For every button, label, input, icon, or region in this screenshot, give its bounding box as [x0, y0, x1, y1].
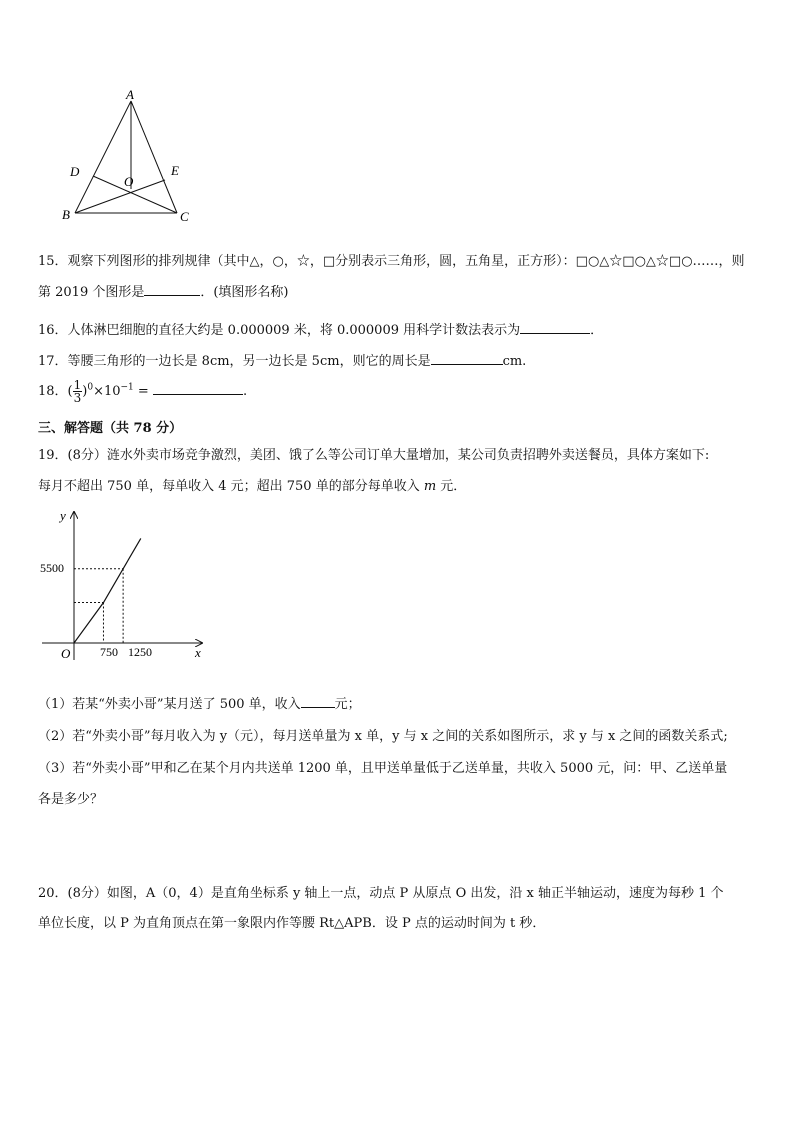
q19-sub1-answer-blank[interactable]	[301, 695, 335, 708]
label-c: C	[180, 209, 189, 224]
q19-text2-pre: 每月不超出 750 单，每单收入 4 元；超出 750 单的部分每单收入	[38, 479, 424, 494]
label-b: B	[62, 207, 70, 222]
q15-text2-post: ．(填图形名称)	[200, 285, 289, 300]
q20-text1: 20．(8分）如图，A（0，4）是直角坐标系 y 轴上一点，动点 P 从原点 O 出发，沿 x 轴正半轴运动，速度为每秒 1 个	[38, 886, 724, 901]
q17-text-post: cm.	[502, 354, 527, 369]
q19-sub1-pre: （1）若某“外卖小哥”某月送了 500 单，收入	[38, 697, 301, 712]
q17-answer-blank[interactable]	[431, 352, 503, 365]
q19-var-m: m	[423, 479, 437, 494]
q18-fraction	[73, 379, 83, 404]
q19-sub2-text: （2）若“外卖小哥”每月收入为 y（元），每月送单量为 x 单，y 与 x 之间的关系如图所示，求 y 与 x 之间的函数关系式;	[38, 729, 728, 744]
q20-line1	[38, 882, 724, 901]
q18-times-ten: ×10	[93, 384, 121, 399]
origin-label: O	[61, 646, 71, 661]
q16-text-pre: 16．人体淋巴细胞的直径大约是 0.000009 米，将 0.000009 用科学计数法表示为	[38, 323, 521, 338]
x-tick-label-1250: 1250	[128, 645, 152, 659]
x-tick-label-750: 750	[100, 645, 118, 659]
q17-line	[38, 350, 526, 369]
q19-sub1	[38, 693, 361, 712]
y-tick-label-5500: 5500	[40, 561, 64, 575]
q18-post: .	[242, 384, 248, 399]
q15-line2	[38, 281, 289, 300]
q19-sub2	[38, 725, 728, 744]
q17-text-pre: 17．等腰三角形的一边长是 8cm，另一边长是 5cm，则它的周长是	[38, 354, 431, 369]
q18-exponent-neg-one: −1	[120, 382, 134, 393]
q18-answer-blank[interactable]	[153, 382, 243, 395]
q19-sub3-text2: 各是多少？	[38, 792, 104, 807]
q19-text1: 19．(8分）涟水外卖市场竞争激烈，美团、饿了么等公司订单大量增加，某公司负责招聘外卖送餐员，具体方案如下:	[38, 448, 710, 463]
q18-denominator: 3	[73, 391, 82, 405]
q19-sub1-post: 元；	[334, 697, 361, 712]
q16-text-post: ．	[590, 323, 604, 338]
q18-open-paren: (	[67, 384, 73, 399]
q18-exponent-zero: 0	[87, 382, 94, 393]
triangle-figure	[55, 85, 255, 225]
q19-text2-post: 元．	[436, 479, 467, 494]
label-o: O	[124, 174, 134, 189]
q15-text2-pre: 第 2019 个图形是	[38, 285, 145, 300]
q18-numerator: 1	[73, 378, 82, 392]
q19-line2	[38, 475, 466, 494]
q18-close-paren: )	[82, 384, 88, 399]
q16-line	[38, 319, 603, 338]
label-d: D	[70, 164, 80, 179]
q19-sub3-text1: （3）若“外卖小哥”甲和乙在某个月内共送单 1200 单，且甲送单量低于乙送单量，共收入 5000 元，问：甲、乙送单量	[38, 761, 728, 776]
segment-ab	[75, 101, 131, 213]
q20-text2: 单位长度，以 P 为直角顶点在第一象限内作等腰 Rt△APB．设 P 点的运动时间为 t 秒．	[38, 916, 546, 931]
q15-text1: 15．观察下列图形的排列规律（其中△，○，☆，□分别表示三角形，圆，五角星，正方形）：□○△☆□○△☆□○……，则	[38, 254, 745, 269]
q18-prefix: 18．	[38, 384, 68, 399]
q19-line1	[38, 444, 709, 463]
q18-equals: =	[133, 384, 153, 399]
section3-title: 三、解答题（共 78 分）	[38, 421, 183, 436]
q19-sub3-line1	[38, 757, 727, 776]
q15-answer-blank[interactable]	[144, 283, 200, 296]
q20-line2	[38, 912, 545, 931]
q18-line	[38, 379, 247, 404]
q15-line1	[38, 250, 745, 269]
income-graph	[30, 500, 230, 670]
y-axis-label: y	[60, 508, 66, 523]
x-axis-label: x	[195, 645, 201, 660]
label-e: E	[171, 163, 179, 178]
q19-sub3-line2	[38, 788, 103, 807]
q16-answer-blank[interactable]	[520, 321, 590, 334]
series-line	[74, 538, 141, 643]
label-a: A	[126, 87, 134, 102]
